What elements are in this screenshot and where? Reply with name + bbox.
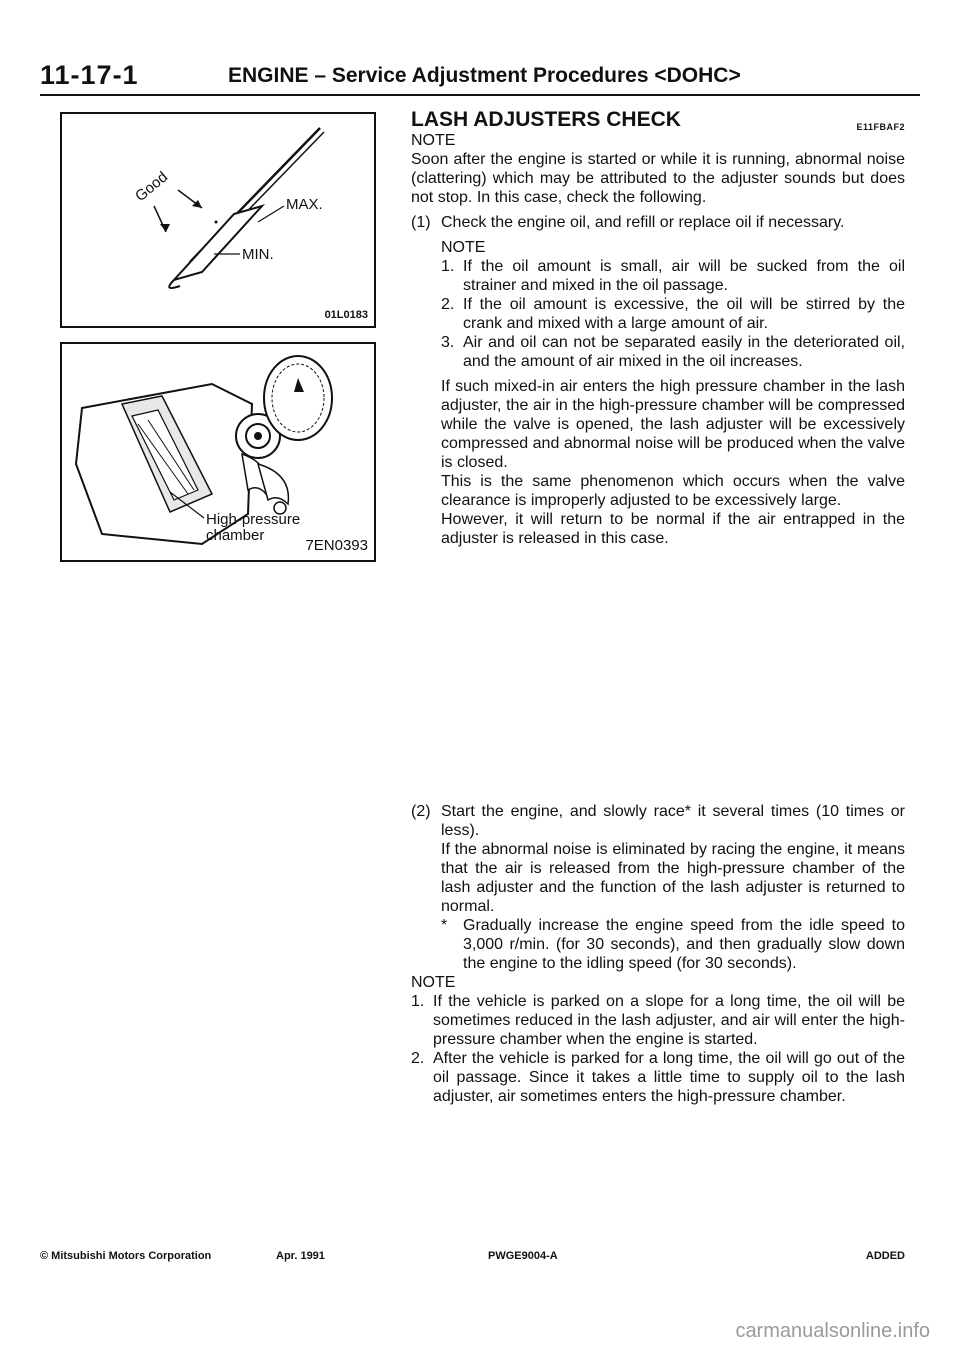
- header-rule: [40, 94, 920, 96]
- note-item: 1. If the vehicle is parked on a slope for a long time, the oil will be sometimes reduced in the lash adjuster, and air will enter the high-pressure chamber when the engine is started.: [411, 993, 905, 1048]
- step-number: (2): [411, 803, 431, 820]
- figure-code: 01L0183: [324, 309, 368, 321]
- note-item: 3. Air and oil can not be separated easily in the deteriorated oil, and the amount of air mixed in the oil increases.: [441, 334, 905, 370]
- label-max: MAX.: [286, 196, 323, 213]
- paragraph: This is the same phenomenon which occurs when the valve clearance is improperly adjusted to be excessively large.: [441, 473, 905, 509]
- document-code: E11FBAF2: [856, 122, 905, 132]
- paragraph: If the abnormal noise is eliminated by racing the engine, it means that the air is released from the high-pressure chamber of the lash adjuster and the function of the lash adjuster is returned to normal.: [441, 841, 905, 915]
- publication-date: Apr. 1991: [276, 1250, 325, 1262]
- note-heading: NOTE: [411, 132, 456, 149]
- note-item: 2. If the oil amount is excessive, the oil will be stirred by the crank and mixed with a large amount of air.: [441, 296, 905, 332]
- step-text: Check the engine oil, and refill or replace oil if necessary.: [441, 214, 845, 231]
- intro-paragraph: Soon after the engine is started or while it is running, abnormal noise (clattering) which may be attributed to the adjuster sounds but does not stop. In this case, check the following.: [411, 151, 905, 206]
- section-heading: LASH ADJUSTERS CHECK: [411, 108, 681, 131]
- label-good: Good: [132, 168, 172, 206]
- note-heading: NOTE: [411, 974, 456, 991]
- section-body: [411, 110, 905, 548]
- dipstick-illustration: [62, 114, 374, 326]
- paragraph: If such mixed-in air enters the high pressure chamber in the lash adjuster, the air in the high-pressure chamber will be compressed while the valve is opened, the lash adjuster will be excessively compressed and abnormal noise will be produced when the valve is closed.: [441, 378, 905, 471]
- note-item: 1. If the oil amount is small, air will be sucked from the oil strainer and mixed in the oil passage.: [441, 258, 905, 294]
- step-text: Start the engine, and slowly race* it several times (10 times or less).: [441, 803, 905, 839]
- asterisk-note: * Gradually increase the engine speed from the idle speed to 3,000 r/min. (for 30 seconds), and then gradually slow down the engine to the idling speed (for 30 seconds).: [441, 917, 905, 972]
- step-number: (1): [411, 214, 431, 231]
- page-number: 11-17-1: [40, 60, 139, 90]
- figure-dipstick: [60, 112, 376, 328]
- publication-code: PWGE9004-A: [488, 1250, 558, 1262]
- copyright: © Mitsubishi Motors Corporation: [40, 1250, 212, 1262]
- note-item: 2. After the vehicle is parked for a long time, the oil will go out of the oil passage. Since it takes a little time to supply oil to the lash adjuster, air sometimes enters the high-pressure chamber.: [411, 1050, 905, 1105]
- figure-lash-adjuster: [60, 342, 376, 562]
- step-1: [411, 213, 905, 548]
- figure-code: 7EN0393: [305, 537, 368, 554]
- label-min: MIN.: [242, 246, 274, 263]
- watermark: carmanualsonline.info: [735, 1320, 930, 1342]
- paragraph: However, it will return to be normal if the air entrapped in the adjuster is released in this case.: [441, 511, 905, 547]
- page-header: [40, 60, 920, 94]
- status-label: ADDED: [865, 1250, 905, 1262]
- section-title: ENGINE – Service Adjustment Procedures <DOHC>: [228, 64, 741, 87]
- label-high-pressure-chamber: High-pressure chamber: [206, 511, 301, 544]
- step-2: [411, 802, 905, 1106]
- note-heading: NOTE: [441, 239, 486, 256]
